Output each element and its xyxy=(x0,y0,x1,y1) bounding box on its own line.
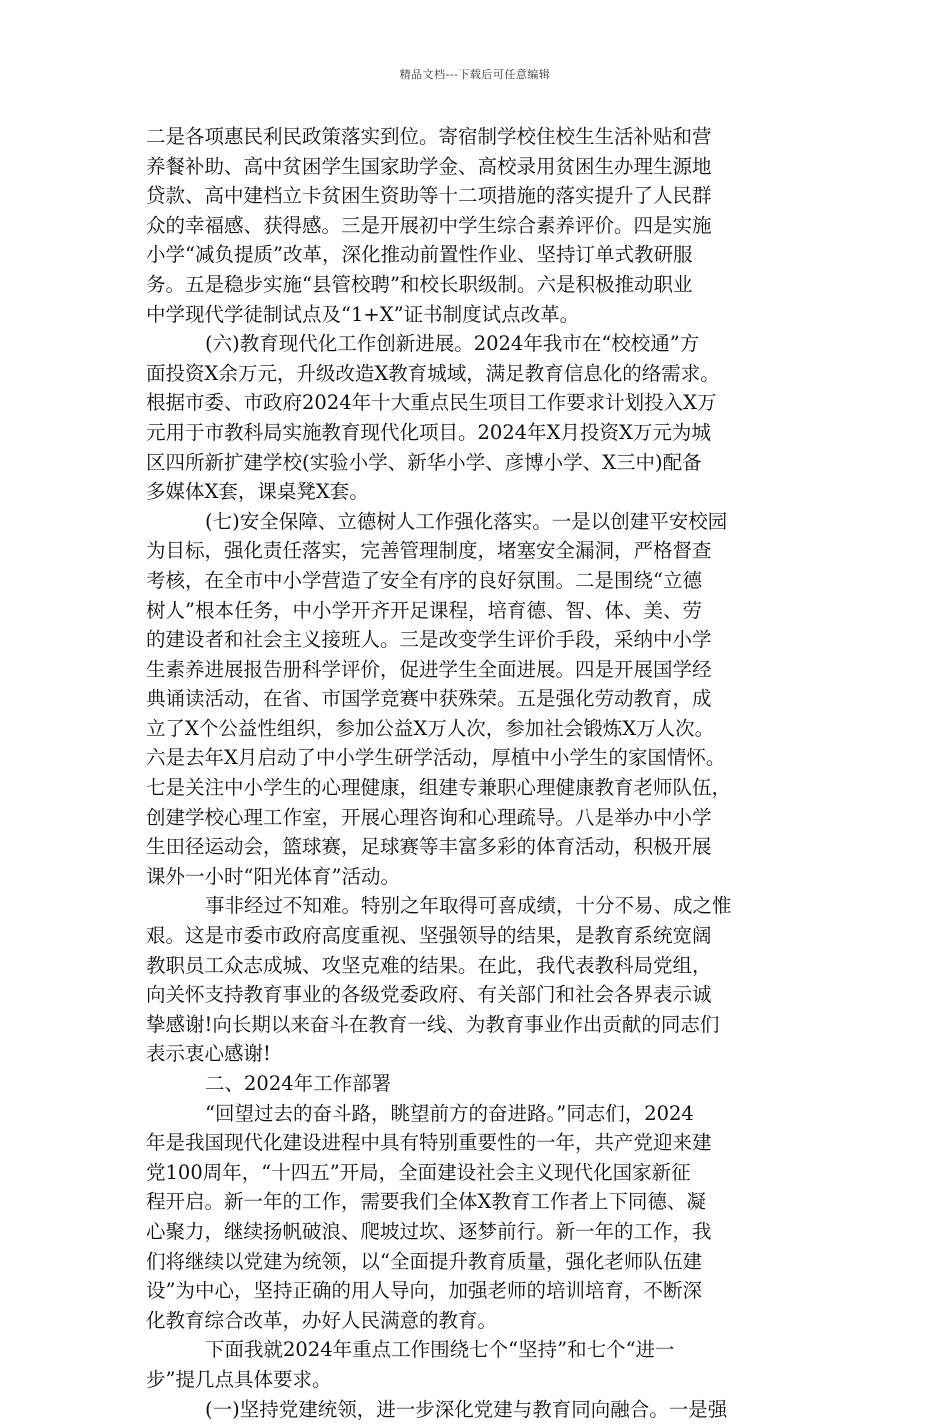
text-line: (一)坚持党建统领，进一步深化党建与教育同向融合。一是强 xyxy=(205,1397,728,1421)
text-line: 生素养进展报告册科学评价，促进学生全面进展。四是开展国学经 xyxy=(146,657,712,681)
text-line: 二、2024年工作部署 xyxy=(205,1072,392,1095)
text-line: 七是关注中小学生的心理健康，组建专兼职心理健康教育老师队伍， xyxy=(146,776,732,800)
text-line: 事非经过不知难。特别之年取得可喜成绩，十分不易、成之惟 xyxy=(205,894,732,918)
text-line: 党100周年，“十四五”开局，全面建设社会主义现代化国家新征 xyxy=(146,1160,691,1184)
text-line: 众的幸福感、获得感。三是开展初中学生综合素养评价。四是实施 xyxy=(146,213,712,237)
text-line: 创建学校心理工作室，开展心理咨询和心理疏导。八是举办中小学 xyxy=(146,805,712,829)
text-line: 考核，在全市中小学营造了安全有序的良好氛围。二是围绕“立德 xyxy=(146,568,702,592)
text-line: 教职员工众志成城、攻坚克难的结果。在此，我代表教科局党组， xyxy=(146,953,712,977)
text-line: 挚感谢!向长期以来奋斗在教育一线、为教育事业作出贡献的同志们 xyxy=(146,1012,720,1036)
text-line: 树人”根本任务，中小学开齐开足课程，培育德、智、体、美、劳 xyxy=(146,598,702,622)
text-line: 下面我就2024年重点工作围绕七个“坚持”和七个“进一 xyxy=(205,1338,675,1362)
text-line: 的建设者和社会主义接班人。三是改变学生评价手段，采纳中小学 xyxy=(146,628,712,652)
text-line: 多媒体X套，课桌凳X套。 xyxy=(146,480,369,504)
text-line: 步”提几点具体要求。 xyxy=(146,1367,332,1391)
text-line: 立了X个公益性组织，参加公益X万人次，参加社会锻炼X万人次。 xyxy=(146,716,715,740)
page-header: 精品文档---下载后可任意编辑 xyxy=(399,68,551,81)
text-line: (六)教育现代化工作创新进展。2024年我市在“校校通”方 xyxy=(205,332,700,356)
text-line: 表示衷心感谢! xyxy=(146,1042,271,1066)
text-line: 们将继续以党建为统领，以“全面提升教育质量，强化老师队伍建 xyxy=(146,1249,702,1273)
text-line: 养餐补助、高中贫困学生国家助学金、高校录用贫困生办理生源地 xyxy=(146,154,712,178)
text-line: 元用于市教科局实施教育现代化项目。2024年X月投资X万元为城 xyxy=(146,420,711,444)
text-line: 根据市委、市政府2024年十大重点民生项目工作要求计划投入X万 xyxy=(146,391,717,415)
text-line: 课外一小时“阳光体育”活动。 xyxy=(146,864,400,888)
text-line: 二是各项惠民利民政策落实到位。寄宿制学校住校生生活补贴和营 xyxy=(146,125,712,148)
text-line: 化教育综合改革，办好人民满意的教育。 xyxy=(146,1308,498,1332)
text-line: 六是去年X月启动了中小学生研学活动，厚植中小学生的家国情怀。 xyxy=(146,746,726,770)
text-line: 面投资X余万元，升级改造X教育城域，满足教育信息化的络需求。 xyxy=(146,361,720,385)
text-line: 区四所新扩建学校(实验小学、新华小学、彦博小学、X三中)配备 xyxy=(146,450,702,474)
text-line: 向关怀支持教育事业的各级党委政府、有关部门和社会各界表示诚 xyxy=(146,983,712,1007)
text-line: 中学现代学徒制试点及“1+X”证书制度试点改革。 xyxy=(146,302,580,326)
text-line: “回望过去的奋斗路，眺望前方的奋进路。”同志们，2024 xyxy=(205,1101,694,1125)
text-line: 心聚力，继续扬帆破浪、爬坡过坎、逐梦前行。新一年的工作，我 xyxy=(146,1219,712,1243)
text-line: 设”为中心，坚持正确的用人导向，加强老师的培训培育，不断深 xyxy=(146,1279,702,1303)
text-line: 典诵读活动，在省、市国学竞赛中获殊荣。五是强化劳动教育，成 xyxy=(146,687,712,711)
text-line: 艰。这是市委市政府高度重视、坚强领导的结果，是教育系统宽阔 xyxy=(146,924,712,948)
text-line: 程开启。新一年的工作，需要我们全体X教育工作者上下同德、凝 xyxy=(146,1190,706,1214)
text-line: 为目标，强化责任落实，完善管理制度，堵塞安全漏洞，严格督查 xyxy=(146,539,712,563)
text-line: 生田径运动会，篮球赛，足球赛等丰富多彩的体育活动，积极开展 xyxy=(146,835,712,859)
document-body xyxy=(146,122,812,1424)
text-line: 贷款、高中建档立卡贫困生资助等十二项措施的落实提升了人民群 xyxy=(146,184,712,208)
text-line: 务。五是稳步实施“县管校聘”和校长职级制。六是积极推动职业 xyxy=(146,272,693,296)
text-line: (七)安全保障、立德树人工作强化落实。一是以创建平安校园 xyxy=(205,509,728,533)
text-line: 年是我国现代化建设进程中具有特别重要性的一年，共产党迎来建 xyxy=(146,1131,712,1155)
text-line: 小学“减负提质”改革，深化推动前置性作业、坚持订单式教研服 xyxy=(146,243,693,267)
